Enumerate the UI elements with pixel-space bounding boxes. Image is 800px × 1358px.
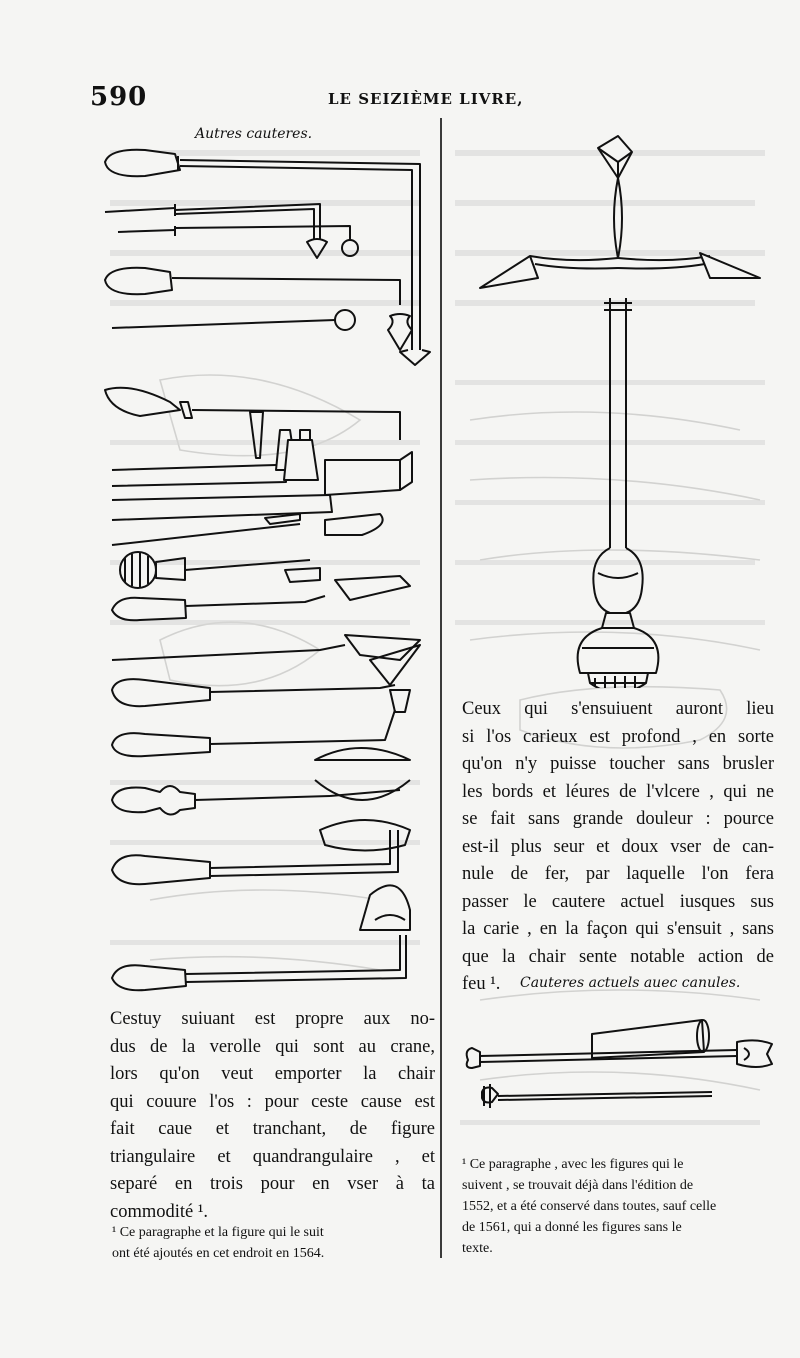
text-line: est-il plus seur et doux vser de can- — [462, 836, 774, 857]
text-line: fait caue et tranchant, de figure — [110, 1119, 435, 1139]
page-header — [90, 82, 750, 122]
text-line: si l'os carieux est profond , en sorte — [462, 726, 774, 747]
text-line: commodité ¹. — [110, 1201, 209, 1222]
text-line: qui couure l'os : pour ceste cause est — [110, 1091, 435, 1112]
right-figure-caption: Cauteres actuels auec canules. — [520, 975, 741, 991]
trident-cautery-illustration — [470, 128, 770, 688]
running-head: LE SEIZIÈME LIVRE, — [328, 90, 524, 108]
footnote-line: texte. — [462, 1241, 493, 1256]
text-line: Ceux qui s'ensuiuent auront lieu — [462, 699, 774, 719]
footnote-line: ¹ Ce paragraphe et la figure qui le suit — [112, 1225, 324, 1240]
footnote-line: 1552, et a été conservé dans toutes, sauf celle — [462, 1199, 717, 1214]
text-line: triangulaire et quandrangulaire , et — [110, 1146, 435, 1167]
text-line: passer le cautere actuel iusques sus — [462, 891, 774, 912]
text-line: les bords et léures de l'vlcere , qui ne — [462, 781, 774, 802]
text-line: que la chair sente notable action de — [462, 946, 774, 967]
column-divider — [440, 118, 442, 1258]
footnote-line: ont été ajoutés en cet endroit en 1564. — [112, 1246, 325, 1261]
footnote-line: ¹ Ce paragraphe , avec les figures qui le — [462, 1157, 684, 1172]
text-line: lors qu'on veut emporter la chair — [110, 1064, 435, 1084]
right-footnote — [462, 1154, 716, 1259]
right-paragraph — [462, 696, 774, 999]
left-paragraph — [110, 1006, 435, 1226]
footnote-line: de 1561, qui a donné les figures sans le — [462, 1220, 682, 1235]
page-number: 590 — [90, 82, 148, 112]
cautery-irons-illustration — [100, 140, 435, 1000]
text-line: Cestuy suiuant est propre aux no- — [110, 1009, 435, 1029]
text-line: dus de la verolle qui sont au crane, — [110, 1036, 435, 1057]
cannula-cautery-illustration — [462, 1010, 782, 1150]
text-line: feu ¹. — [462, 974, 501, 994]
left-footnote — [112, 1222, 324, 1264]
text-line: nule de fer, par laquelle l'on fera — [462, 864, 774, 884]
footnote-line: suivent , se trouvait déjà dans l'édition de — [462, 1178, 694, 1193]
left-figure-caption: Autres cauteres. — [195, 126, 313, 142]
text-line: separé en trois pour en vser à ta — [110, 1174, 435, 1194]
text-line: la carie , en la façon qui s'ensuit , sans — [462, 919, 774, 939]
text-line: qu'on n'y puisse toucher sans brusler — [462, 754, 774, 774]
text-line: se fait sans grande douleur : pource — [462, 809, 774, 829]
